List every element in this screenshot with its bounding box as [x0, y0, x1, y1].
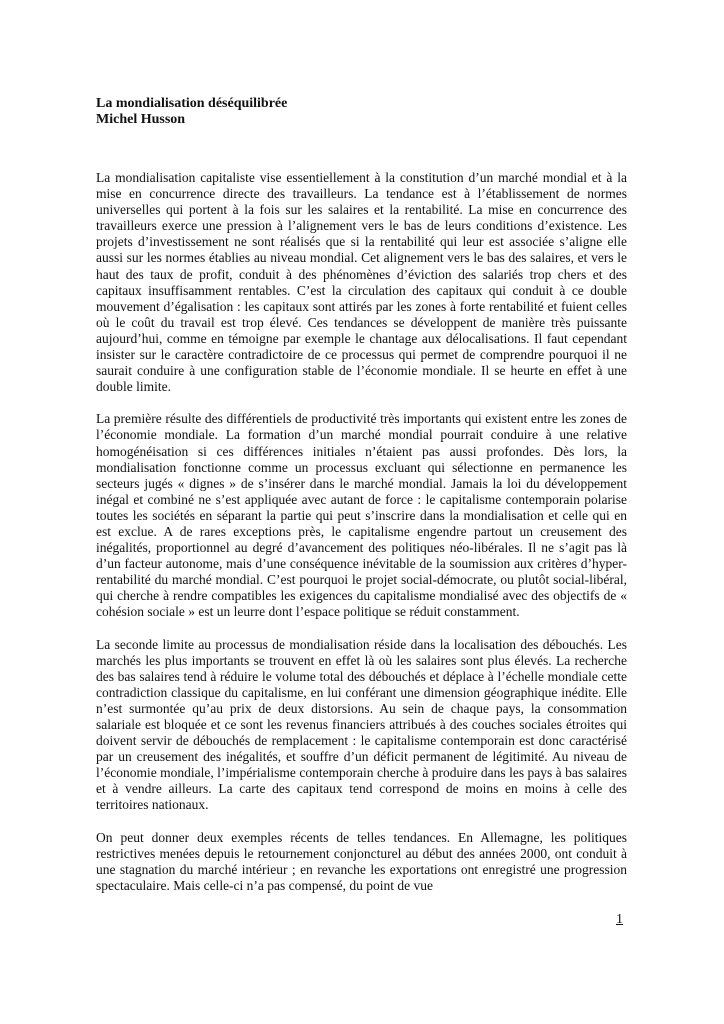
document-body — [96, 170, 627, 910]
document-title: La mondialisation déséquilibrée — [96, 96, 288, 111]
paragraph: On peut donner deux exemples récents de telles tendances. En Allemagne, les politiques restrictives menées depuis le retournement conjoncturel au début des années 2000, ont conduit à une stagnation du marché intérieur ; en revanche les exportations ont enregistré une progression spectaculaire. Mais celle-ci n’a pas compensé, du point de vue — [96, 829, 627, 893]
page-number: 1 — [616, 912, 623, 927]
document-author: Michel Husson — [96, 112, 186, 127]
paragraph: La mondialisation capitaliste vise essentiellement à la constitution d’un marché mondial et à la mise en concurrence directe des travailleurs. La tendance est à l’établissement de normes universelles qui portent à la fois sur les salaires et la rentabilité. La mise en concurrence des travailleurs exerce une pression à l’alignement vers le bas de leurs conditions d’existence. Les projets d’investissement ne sont réalisés que si la rentabilité qui leur est associée s’aligne elle aussi sur les normes établies au niveau mondial. Cet alignement vers le bas des salaires, et vers le haut des taux de profit, conduit à des phénomènes d’éviction des salariés trop chers et des capitaux insuffisamment rentables. C’est la circulation des capitaux qui conduit à ce double mouvement d’égalisation : les capitaux sont attirés par les zones à forte rentabilité et fuient celles où le coût du travail est trop élevé. Ces tendances se développent de manière très puissante aujourd’hui, comme en témoigne par exemple le chantage aux délocalisations. Il faut cependant insister sur le caractère contradictoire de ce processus qui permet de comprendre pourquoi il ne saurait conduire à une configuration stable de l’économie mondiale. Il se heurte en effet à une double limite. — [96, 170, 627, 395]
document-header — [96, 96, 287, 128]
paragraph: La seconde limite au processus de mondialisation réside dans la localisation des débouchés. Les marchés les plus importants se trouvent en effet là où les salaires sont plus élevés. La recherche des bas salaires tend à réduire le volume total des débouchés et déplace à l’échelle mondiale cette contradiction classique du capitalisme, en lui conférant une dimension géographique inédite. Elle n’est surmontée qu’au prix de deux distorsions. Au sein de chaque pays, la consommation salariale est bloquée et ce sont les revenus financiers attribués à des couches sociales étroites qui doivent servir de débouchés de remplacement : le capitalisme contemporain est donc caractérisé par un creusement des inégalités, et souffre d’un déficit permanent de légitimité. Au niveau de l’économie mondiale, l’impérialisme contemporain cherche à produire dans les pays à bas salaires et à vendre ailleurs. La carte des capitaux tend correspond de moins en moins à celle des territoires nationaux. — [96, 636, 627, 813]
paragraph: La première résulte des différentiels de productivité très importants qui existent entre les zones de l’économie mondiale. La formation d’un marché mondial pourrait conduire à une relative homogénéisation si ces différences initiales n’étaient pas aussi profondes. Dès lors, la mondialisation fonctionne comme un processus excluant qui sélectionne en permanence les secteurs jugés « dignes » de s’insérer dans le marché mondial. Jamais la loi du développement inégal et combiné ne s’est appliquée avec autant de force : le capitalisme contemporain polarise toutes les sociétés en séparant la partie qui peut s’inscrire dans la mondialisation et celle qui en est exclue. A de rares exceptions près, le capitalisme engendre partout un creusement des inégalités, proportionnel au degré d’avancement des politiques néo-libérales. Il ne s’agit pas là d’un facteur autonome, mais d’une conséquence inévitable de la soumission aux critères d’hyper-rentabilité du marché mondial. C’est pourquoi le projet social-démocrate, ou plutôt social-libéral, qui cherche à rendre compatibles les exigences du capitalisme mondialisé avec des objectifs de « cohésion sociale » est un leurre dont l’espace politique se réduit constamment. — [96, 411, 627, 620]
